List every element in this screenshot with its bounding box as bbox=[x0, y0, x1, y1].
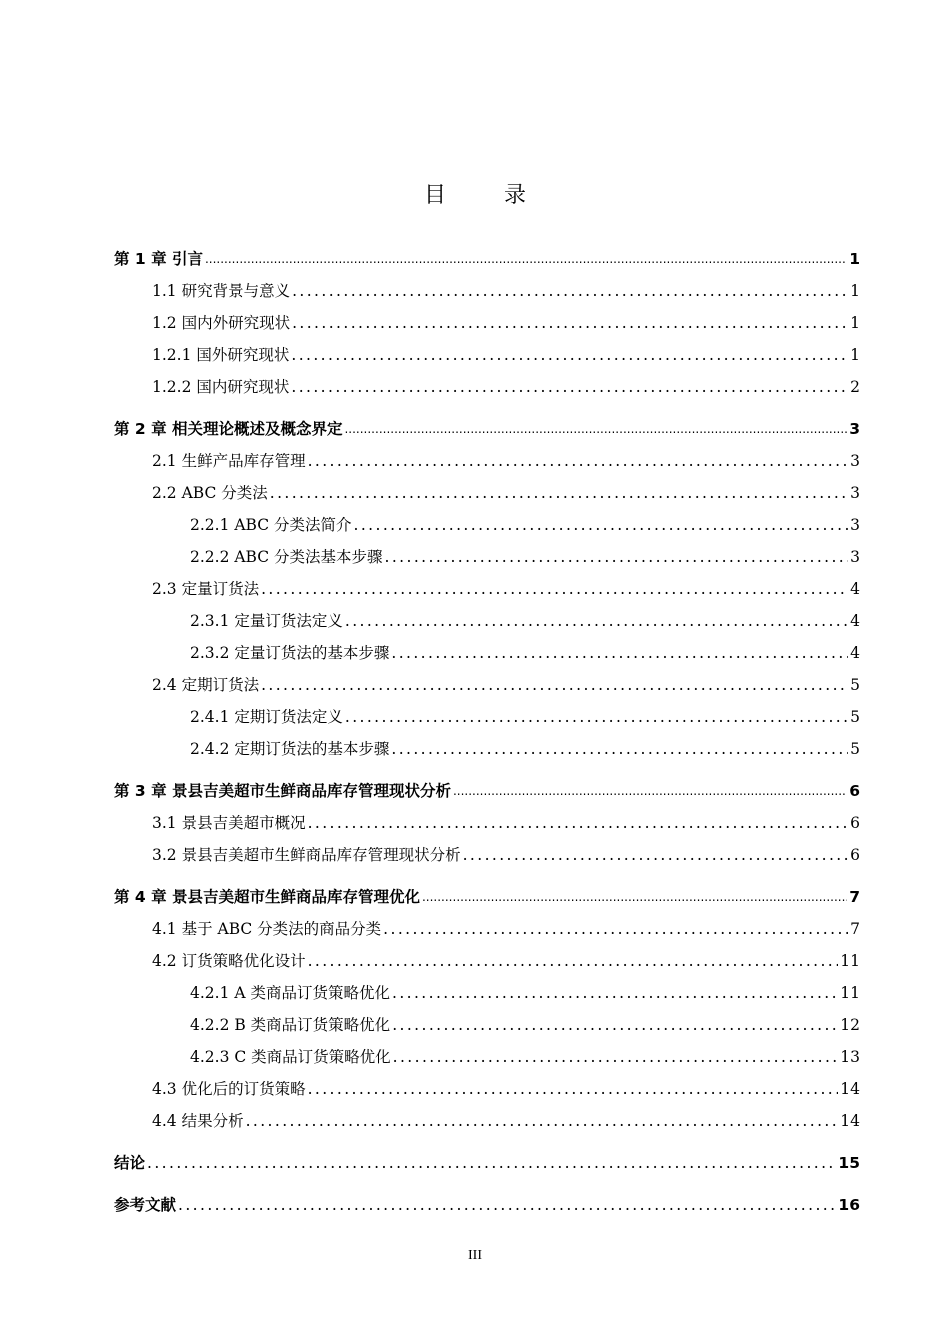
toc-entry[interactable] bbox=[114, 1074, 860, 1100]
toc-entry[interactable] bbox=[114, 372, 860, 398]
toc-dot-leader bbox=[308, 1078, 839, 1100]
toc-dot-leader bbox=[308, 450, 849, 472]
toc-entry[interactable] bbox=[114, 840, 860, 866]
toc-entry-label: 2.2 ABC 分类法 bbox=[152, 484, 268, 502]
toc-dot-leader bbox=[292, 280, 848, 302]
toc-entry-page-number: 3 bbox=[850, 516, 860, 534]
toc-entry-page-number: 7 bbox=[849, 888, 860, 906]
toc-entry-page-number: 3 bbox=[850, 452, 860, 470]
toc-dot-leader bbox=[345, 706, 848, 728]
toc-entry-page-number: 12 bbox=[840, 1016, 860, 1034]
toc-entry-page-number: 4 bbox=[850, 612, 860, 630]
toc-entry-page-number: 11 bbox=[840, 952, 860, 970]
toc-dot-leader bbox=[246, 1110, 839, 1132]
toc-dot-leader bbox=[291, 344, 848, 366]
toc-entry[interactable] bbox=[114, 340, 860, 366]
toc-dot-leader bbox=[344, 418, 847, 440]
toc-dot-leader bbox=[291, 376, 848, 398]
toc-entry-page-number: 6 bbox=[850, 846, 860, 864]
toc-entry-page-number: 3 bbox=[849, 420, 860, 438]
toc-entry[interactable] bbox=[114, 946, 860, 972]
toc-entry-page-number: 4 bbox=[850, 580, 860, 598]
toc-entry[interactable] bbox=[114, 478, 860, 504]
toc-dot-leader bbox=[422, 886, 847, 908]
toc-entry-label: 1.2.2 国内研究现状 bbox=[152, 378, 290, 396]
toc-entry-label: 参考文献 bbox=[114, 1196, 177, 1214]
toc-entry[interactable] bbox=[114, 1148, 860, 1174]
toc-entry-page-number: 4 bbox=[850, 644, 860, 662]
toc-entry[interactable] bbox=[114, 1190, 860, 1216]
toc-entry-label: 3.2 景县吉美超市生鲜商品库存管理现状分析 bbox=[152, 846, 461, 864]
toc-entry-label: 第 3 章 景县吉美超市生鲜商品库存管理现状分析 bbox=[114, 782, 451, 800]
toc-entry[interactable] bbox=[114, 606, 860, 632]
toc-entry-page-number: 15 bbox=[838, 1154, 860, 1172]
page-number: III bbox=[468, 1248, 482, 1263]
toc-entry[interactable] bbox=[114, 1042, 860, 1068]
toc-dot-leader bbox=[308, 950, 839, 972]
toc-entry[interactable] bbox=[114, 808, 860, 834]
toc-entry-label: 4.2 订货策略优化设计 bbox=[152, 952, 306, 970]
toc-entry-label: 4.4 结果分析 bbox=[152, 1112, 244, 1130]
toc-entry[interactable] bbox=[114, 882, 860, 908]
toc-entry-label: 2.3 定量订货法 bbox=[152, 580, 260, 598]
toc-entry[interactable] bbox=[114, 914, 860, 940]
toc-entry-page-number: 6 bbox=[849, 782, 860, 800]
toc-entry-page-number: 7 bbox=[850, 920, 860, 938]
toc-entry[interactable] bbox=[114, 702, 860, 728]
toc-dot-leader bbox=[393, 1046, 839, 1068]
toc-entry-label: 1.2.1 国外研究现状 bbox=[152, 346, 290, 364]
toc-entry-label: 结论 bbox=[114, 1154, 146, 1172]
toc-entry-page-number: 1 bbox=[849, 250, 860, 268]
toc-dot-leader bbox=[178, 1194, 836, 1216]
toc-entry[interactable] bbox=[114, 1010, 860, 1036]
toc-entry[interactable] bbox=[114, 776, 860, 802]
toc-entry-page-number: 1 bbox=[850, 346, 860, 364]
toc-entry[interactable] bbox=[114, 734, 860, 760]
toc-entry-label: 4.2.1 A 类商品订货策略优化 bbox=[190, 984, 390, 1002]
toc-entry-label: 第 2 章 相关理论概述及概念界定 bbox=[114, 420, 343, 438]
toc-dot-leader bbox=[392, 982, 838, 1004]
toc-entry-label: 2.4 定期订货法 bbox=[152, 676, 260, 694]
toc-entry[interactable] bbox=[114, 542, 860, 568]
toc-entry[interactable] bbox=[114, 510, 860, 536]
toc-entry[interactable] bbox=[114, 978, 860, 1004]
toc-dot-leader bbox=[292, 312, 848, 334]
toc-dot-leader bbox=[391, 738, 848, 760]
toc-entry-label: 4.3 优化后的订货策略 bbox=[152, 1080, 306, 1098]
toc-entry[interactable] bbox=[114, 1106, 860, 1132]
toc-entry-label: 2.4.1 定期订货法定义 bbox=[190, 708, 343, 726]
toc-entry[interactable] bbox=[114, 308, 860, 334]
toc-entry-page-number: 6 bbox=[850, 814, 860, 832]
toc-entry-page-number: 5 bbox=[850, 740, 860, 758]
toc-dot-leader bbox=[147, 1152, 836, 1174]
toc-entry-page-number: 14 bbox=[840, 1112, 860, 1130]
toc-entry-label: 3.1 景县吉美超市概况 bbox=[152, 814, 306, 832]
toc-dot-leader bbox=[308, 812, 849, 834]
toc-entry-label: 4.2.2 B 类商品订货策略优化 bbox=[190, 1016, 391, 1034]
toc-entry[interactable] bbox=[114, 244, 860, 270]
toc-dot-leader bbox=[205, 248, 847, 270]
toc-dot-leader bbox=[385, 546, 849, 568]
toc-dot-leader bbox=[383, 918, 848, 940]
toc-entry-label: 4.1 基于 ABC 分类法的商品分类 bbox=[152, 920, 382, 938]
toc-entry-page-number: 5 bbox=[850, 676, 860, 694]
toc-dot-leader bbox=[354, 514, 849, 536]
toc-dot-leader bbox=[270, 482, 848, 504]
toc-entry[interactable] bbox=[114, 446, 860, 472]
toc-entry-page-number: 5 bbox=[850, 708, 860, 726]
toc-entry-page-number: 16 bbox=[838, 1196, 860, 1214]
toc-entry-label: 2.3.1 定量订货法定义 bbox=[190, 612, 343, 630]
toc-dot-leader bbox=[392, 1014, 838, 1036]
toc-entry-label: 第 1 章 引言 bbox=[114, 250, 203, 268]
toc-entry-label: 2.1 生鲜产品库存管理 bbox=[152, 452, 306, 470]
toc-entry-label: 2.2.1 ABC 分类法简介 bbox=[190, 516, 352, 534]
toc-entry[interactable] bbox=[114, 670, 860, 696]
toc-entry-label: 第 4 章 景县吉美超市生鲜商品库存管理优化 bbox=[114, 888, 420, 906]
toc-dot-leader bbox=[391, 642, 848, 664]
toc-entry-label: 1.2 国内外研究现状 bbox=[152, 314, 291, 332]
toc-dot-leader bbox=[261, 578, 848, 600]
toc-entry-page-number: 3 bbox=[850, 548, 860, 566]
toc-entry-page-number: 1 bbox=[850, 314, 860, 332]
toc-entry-label: 2.2.2 ABC 分类法基本步骤 bbox=[190, 548, 383, 566]
toc-dot-leader bbox=[261, 674, 848, 696]
toc-entry-label: 1.1 研究背景与意义 bbox=[152, 282, 291, 300]
toc-dot-leader bbox=[463, 844, 849, 866]
toc-entry[interactable] bbox=[114, 638, 860, 664]
toc-dot-leader bbox=[345, 610, 848, 632]
toc-entry-page-number: 11 bbox=[840, 984, 860, 1002]
toc-entry[interactable] bbox=[114, 574, 860, 600]
toc-entry-label: 4.2.3 C 类商品订货策略优化 bbox=[190, 1048, 391, 1066]
toc-dot-leader bbox=[453, 780, 847, 802]
toc-entry-page-number: 14 bbox=[840, 1080, 860, 1098]
toc-entry-page-number: 3 bbox=[850, 484, 860, 502]
toc-entry-page-number: 2 bbox=[850, 378, 860, 396]
toc-entry-page-number: 13 bbox=[840, 1048, 860, 1066]
toc-entry[interactable] bbox=[114, 276, 860, 302]
toc-entry[interactable] bbox=[114, 414, 860, 440]
toc-entry-label: 2.4.2 定期订货法的基本步骤 bbox=[190, 740, 390, 758]
toc-entry-label: 2.3.2 定量订货法的基本步骤 bbox=[190, 644, 390, 662]
page-title: 目 录 bbox=[423, 183, 544, 208]
toc-entry-page-number: 1 bbox=[850, 282, 860, 300]
